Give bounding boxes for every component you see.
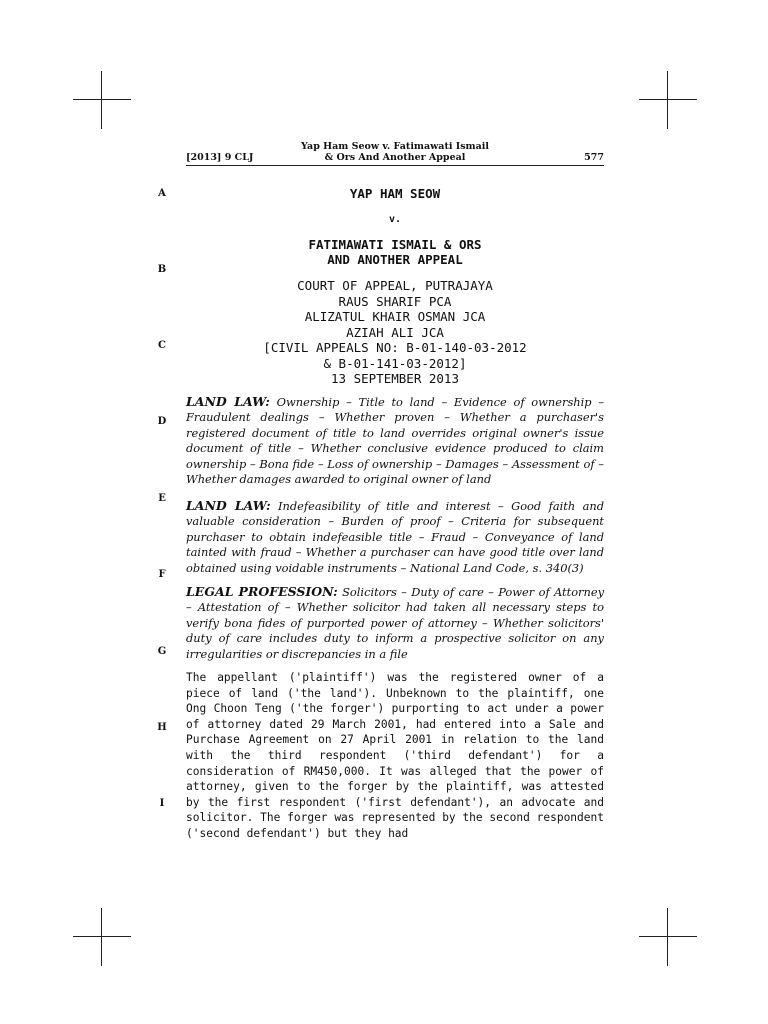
catchword-legal-profession — [186, 584, 604, 662]
crop-mark-top-right-v — [667, 71, 668, 129]
headnote-paragraph: The appellant ('plaintiff') was the registered owner of a piece of land ('the land'). Unbeknown to the plaintiff, one Ong Choon Teng ('the forger') purporting to act under a power of attorney dated 29 March 2001, had entered into a Sale and Purchase Agreement on 27 April 2001 in relation to the land with the third respondent ('third defendant') for a consideration of RM450,000. It was alleged that the power of attorney, given to the forger by the plaintiff, was attested by the first respondent ('first defendant'), an advocate and solicitor. The forger was represented by the second respondent ('second defendant') but they had — [186, 671, 604, 840]
case-short-title-line-1: Yap Ham Seow v. Fatimawati Ismail — [301, 141, 489, 152]
versus-text: v. — [388, 214, 402, 225]
court-details — [186, 278, 604, 387]
appeal-numbers-line-2: & B-01-141-03-2012] — [323, 355, 467, 371]
crop-mark-bottom-right-v — [667, 908, 668, 966]
crop-mark-top-left-h — [73, 99, 131, 100]
catchword-heading: LEGAL PROFESSION: — [186, 584, 338, 599]
appeal-numbers-line-1: [CIVIL APPEALS NO: B-01-140-03-2012 — [263, 340, 527, 355]
crop-mark-top-right-h — [639, 99, 697, 100]
court-name: COURT OF APPEAL, PUTRAJAYA — [297, 278, 493, 293]
case-short-title — [266, 141, 524, 163]
respondent-name — [186, 237, 604, 267]
catchword-text: Solicitors – Duty of care – Power of Attorney – Attestation of – Whether solicitor had taken all necessary steps to verify bona fides of purported power of attorney – Whether solicitors' duty of care includes duty to inform a prospective solicitor on any irregularities or discrepancies in a file — [186, 585, 605, 661]
running-header — [186, 141, 604, 167]
decision-date: 13 SEPTEMBER 2013 — [331, 371, 459, 386]
margin-letter-g: G — [157, 646, 167, 657]
catchword-heading: LAND LAW: — [186, 498, 271, 513]
versus-line — [186, 214, 604, 225]
case-short-title-line-2: & Ors And Another Appeal — [324, 152, 466, 163]
margin-letter-f: F — [158, 569, 166, 580]
catchword-land-law-indefeasibility — [186, 498, 604, 576]
respondent-line-1: FATIMAWATI ISMAIL & ORS — [308, 237, 482, 252]
crop-mark-bottom-left-h — [73, 936, 131, 937]
crop-mark-top-left-v — [101, 71, 102, 129]
catchword-text: Ownership – Title to land – Evidence of ownership – Fraudulent dealings – Whether proven – Whether a purchaser's registered document of title to land overrides original owner's issue document of title – Whether conclusive evidence produced to claim ownership – Bona fide – Loss of ownership – Damages – Assessment of – Whether damages awarded to original owner of land — [186, 395, 604, 487]
catchword-text: Indefeasibility of title and interest – Good faith and valuable consideration – Burden of proof – Criteria for subsequent purchaser to obtain indefeasible title – Fraud – Conveyance of land tainted with fraud – Whether a purchaser can have good title over land obtained using voidable instruments – National Land Code, s. 340(3) — [186, 499, 605, 575]
margin-letter-d: D — [157, 416, 167, 427]
margin-letter-c: C — [158, 340, 166, 351]
margin-letter-a: A — [158, 188, 166, 199]
judge-2: ALIZATUL KHAIR OSMAN JCA — [304, 309, 486, 324]
margin-letter-e: E — [158, 493, 166, 504]
respondent-line-2: AND ANOTHER APPEAL — [327, 252, 463, 267]
crop-mark-bottom-left-v — [101, 908, 102, 966]
catchword-land-law-ownership — [186, 394, 604, 487]
margin-letter-b: B — [157, 264, 167, 275]
margin-letter-i: I — [159, 798, 165, 809]
page-number: 577 — [584, 152, 604, 163]
catchword-heading: LAND LAW: — [186, 394, 270, 409]
appellant-text: YAP HAM SEOW — [349, 186, 441, 201]
judge-3: AZIAH ALI JCA — [346, 324, 444, 340]
header-rule — [186, 165, 604, 166]
judge-1: RAUS SHARIF PCA — [338, 293, 452, 309]
margin-letter-h: H — [157, 722, 167, 733]
appellant-name — [186, 186, 604, 201]
citation: [2013] 9 CLJ — [186, 152, 254, 163]
crop-mark-bottom-right-h — [639, 936, 697, 937]
